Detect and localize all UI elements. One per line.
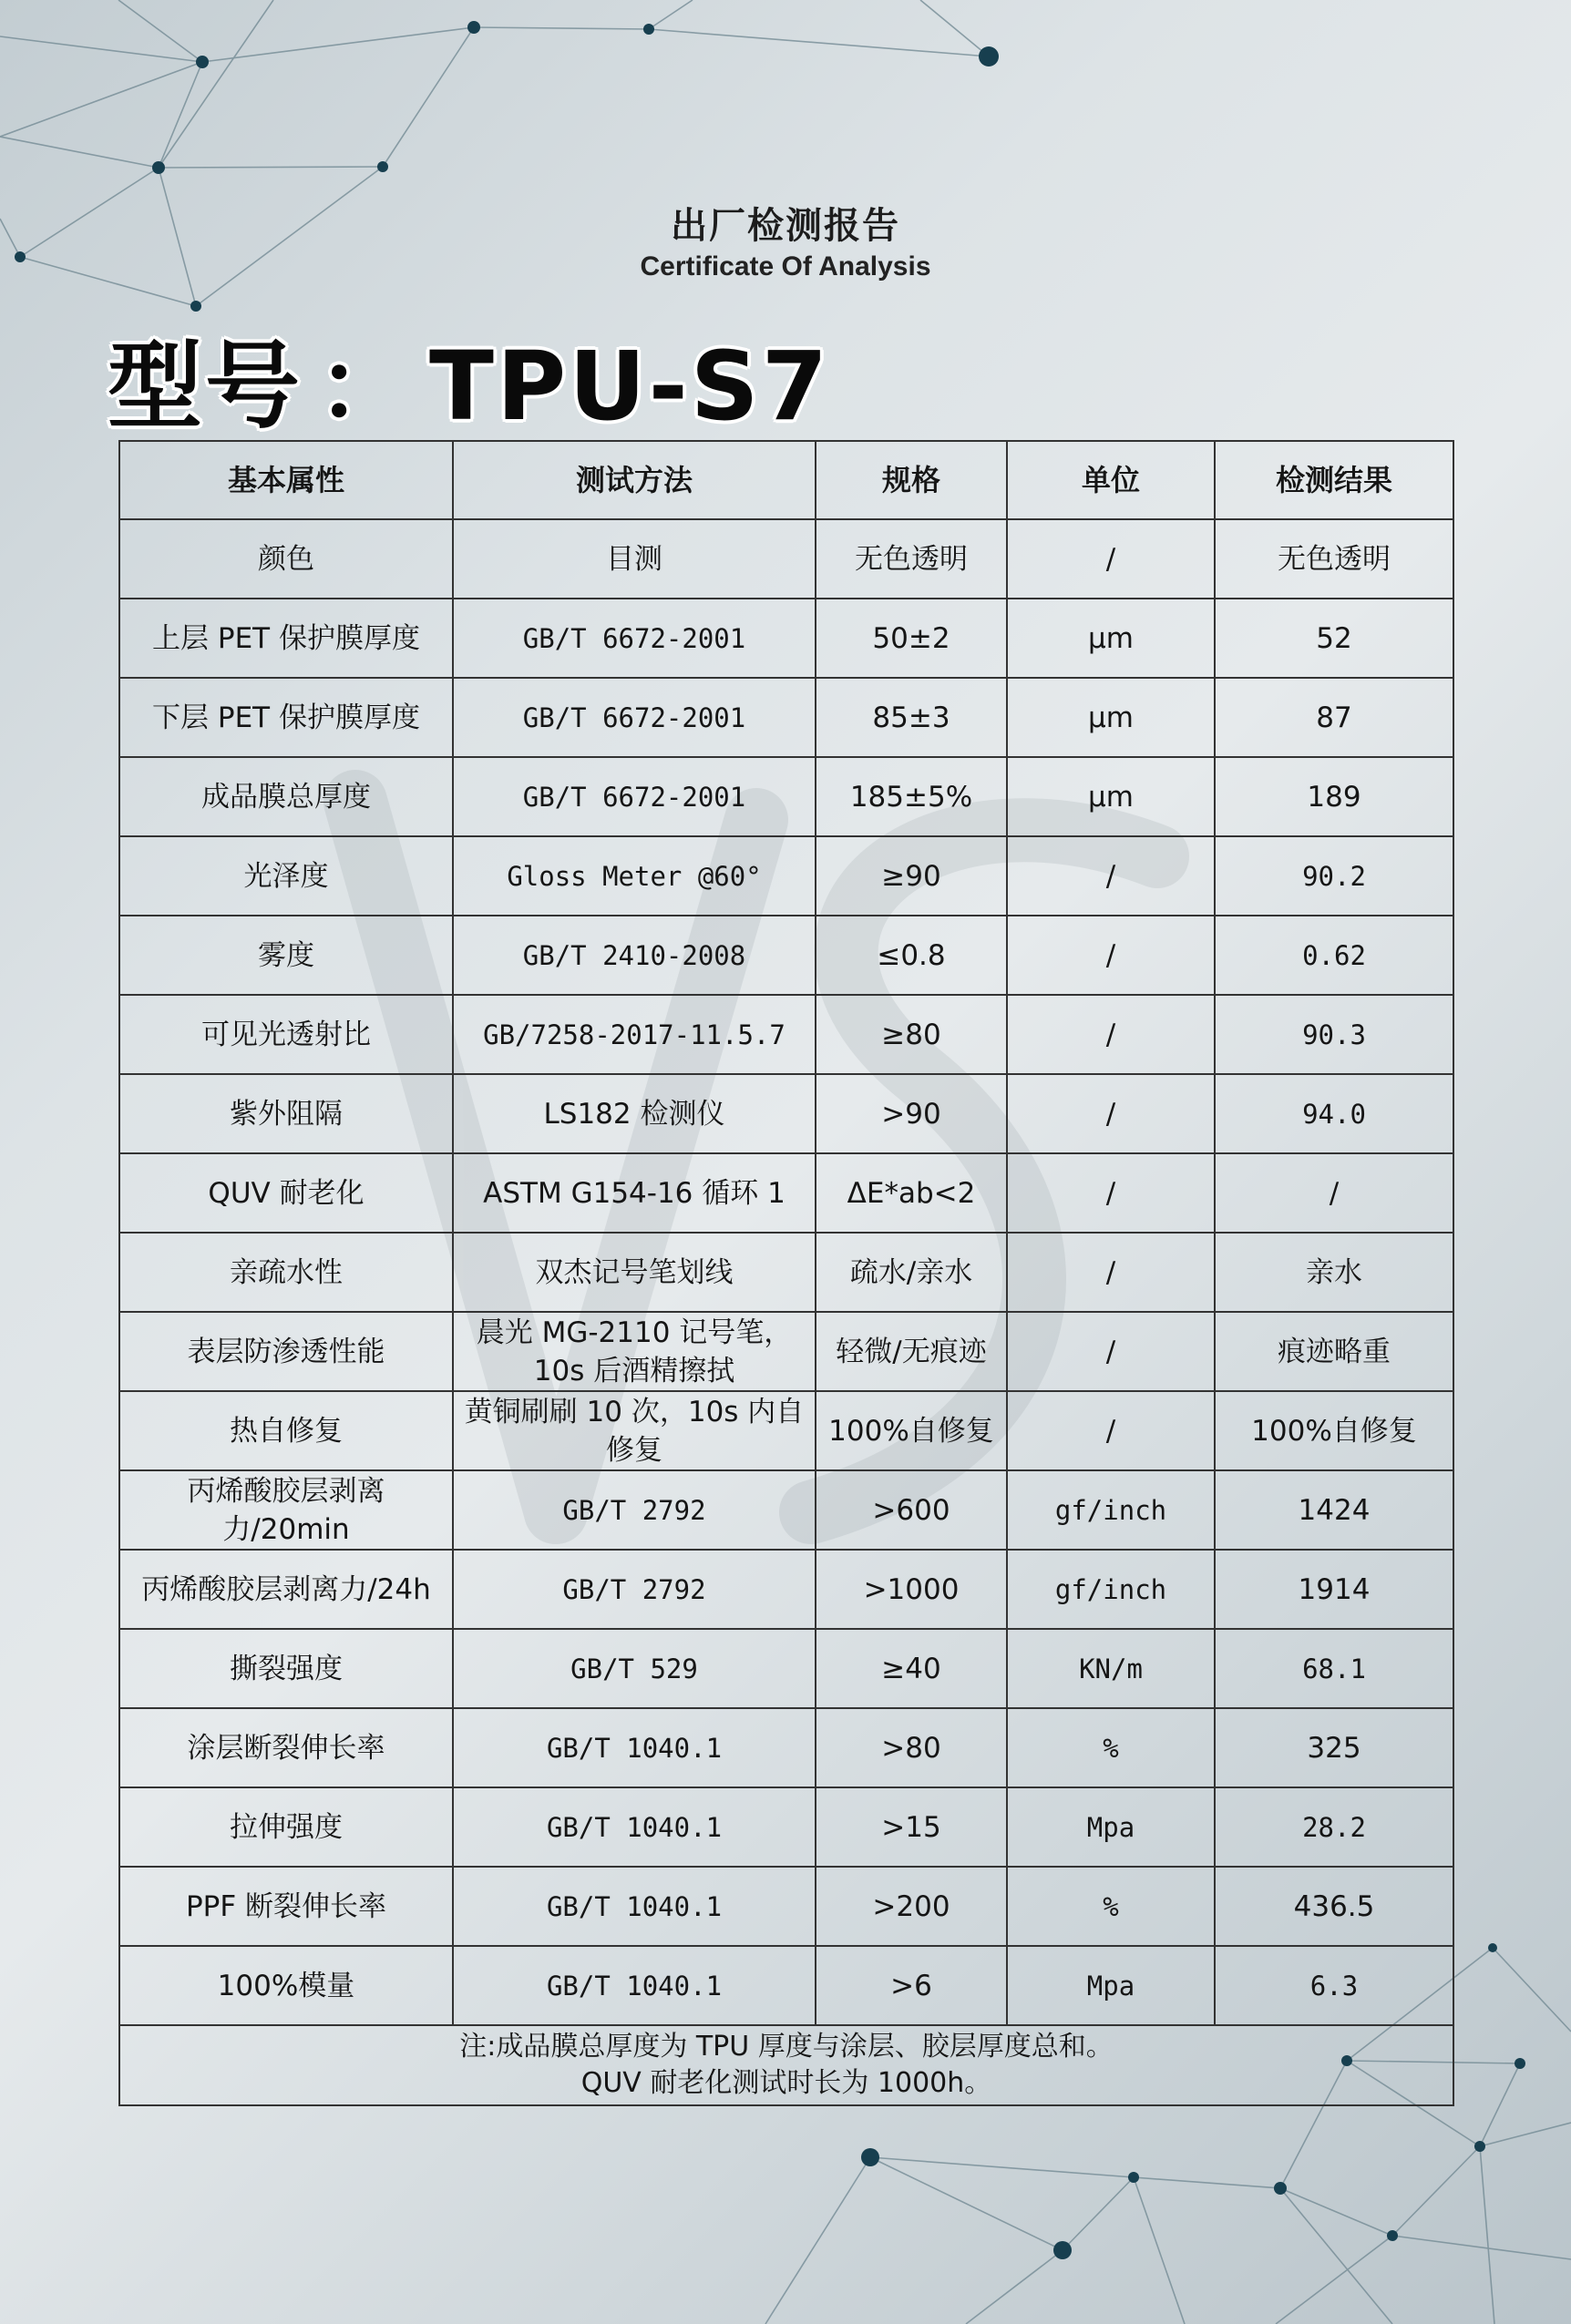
cell-method: GB/T 529: [453, 1629, 816, 1708]
cell-spec: 50±2: [816, 599, 1007, 678]
table-row: [119, 1312, 1453, 1391]
header-property: 基本属性: [119, 441, 453, 519]
cell-result: 52: [1215, 599, 1453, 678]
analysis-table: [118, 440, 1454, 2106]
cell-property: 丙烯酸胶层剥离力/24h: [119, 1550, 453, 1629]
cell-property: 可见光透射比: [119, 995, 453, 1074]
table-row: [119, 1946, 1453, 2025]
cell-method: 双杰记号笔划线: [453, 1233, 816, 1312]
table-row: [119, 678, 1453, 757]
note-line-2: QUV 耐老化测试时长为 1000h。: [580, 2067, 992, 2099]
cell-method: 黄铜刷刷 10 次，10s 内自修复: [453, 1391, 816, 1470]
cell-method: 晨光 MG-2110 记号笔，10s 后酒精擦拭: [453, 1312, 816, 1391]
table-row: [119, 1153, 1453, 1233]
cell-unit: gf/inch: [1007, 1470, 1215, 1550]
cell-result: 痕迹略重: [1215, 1312, 1453, 1391]
cell-property: 撕裂强度: [119, 1629, 453, 1708]
cell-spec: 轻微/无痕迹: [816, 1312, 1007, 1391]
cell-property: 表层防渗透性能: [119, 1312, 453, 1391]
table-row: [119, 1629, 1453, 1708]
cell-spec: 185±5%: [816, 757, 1007, 836]
cell-method: GB/T 1040.1: [453, 1708, 816, 1787]
cell-result: 436.5: [1215, 1867, 1453, 1946]
cell-method: 目测: [453, 519, 816, 599]
cell-property: 丙烯酸胶层剥离力/20min: [119, 1470, 453, 1550]
cell-spec: ΔE*ab<2: [816, 1153, 1007, 1233]
header-method: 测试方法: [453, 441, 816, 519]
cell-method: GB/T 2410-2008: [453, 916, 816, 995]
cell-unit: /: [1007, 1391, 1215, 1470]
cell-unit: %: [1007, 1708, 1215, 1787]
cell-result: 189: [1215, 757, 1453, 836]
note-line-1: 注:成品膜总厚度为 TPU 厚度与涂层、胶层厚度总和。: [459, 2031, 1114, 2063]
cell-result: 1914: [1215, 1550, 1453, 1629]
cell-unit: μm: [1007, 599, 1215, 678]
report-title: 出厂检测报告: [671, 205, 900, 247]
cell-property: 拉伸强度: [119, 1787, 453, 1867]
table-note: [119, 2025, 1453, 2105]
cell-property: 上层 PET 保护膜厚度: [119, 599, 453, 678]
cell-method: GB/T 6672-2001: [453, 678, 816, 757]
header-unit: 单位: [1007, 441, 1215, 519]
cell-unit: /: [1007, 1312, 1215, 1391]
cell-unit: μm: [1007, 757, 1215, 836]
cell-spec: >600: [816, 1470, 1007, 1550]
table-row: [119, 995, 1453, 1074]
cell-result: 亲水: [1215, 1233, 1453, 1312]
cell-method: GB/T 1040.1: [453, 1946, 816, 2025]
cell-property: 光泽度: [119, 836, 453, 916]
cell-method: GB/T 1040.1: [453, 1787, 816, 1867]
table-row: [119, 519, 1453, 599]
cell-spec: >1000: [816, 1550, 1007, 1629]
table-row: [119, 1074, 1453, 1153]
cell-method: GB/T 6672-2001: [453, 757, 816, 836]
cell-unit: /: [1007, 1074, 1215, 1153]
cell-spec: >200: [816, 1867, 1007, 1946]
table-row: [119, 1391, 1453, 1470]
table-note-row: [119, 2025, 1453, 2105]
cell-property: 下层 PET 保护膜厚度: [119, 678, 453, 757]
table-row: [119, 1787, 1453, 1867]
cell-spec: ≤0.8: [816, 916, 1007, 995]
cell-method: GB/T 2792: [453, 1470, 816, 1550]
cell-result: 无色透明: [1215, 519, 1453, 599]
cell-unit: KN/m: [1007, 1629, 1215, 1708]
cell-unit: Mpa: [1007, 1787, 1215, 1867]
cell-property: 热自修复: [119, 1391, 453, 1470]
cell-property: QUV 耐老化: [119, 1153, 453, 1233]
cell-result: 325: [1215, 1708, 1453, 1787]
cell-result: 90.3: [1215, 995, 1453, 1074]
cell-property: 亲疏水性: [119, 1233, 453, 1312]
model-separator: ：: [317, 331, 416, 442]
cell-method: ASTM G154-16 循环 1: [453, 1153, 816, 1233]
cell-property: PPF 断裂伸长率: [119, 1867, 453, 1946]
cell-unit: /: [1007, 995, 1215, 1074]
cell-spec: >15: [816, 1787, 1007, 1867]
cell-unit: Mpa: [1007, 1946, 1215, 2025]
cell-spec: 85±3: [816, 678, 1007, 757]
cell-result: 100%自修复: [1215, 1391, 1453, 1470]
cell-spec: ≥40: [816, 1629, 1007, 1708]
cell-result: 1424: [1215, 1470, 1453, 1550]
header-result: 检测结果: [1215, 441, 1453, 519]
model-label: 型号: [108, 331, 303, 442]
report-subtitle: Certificate Of Analysis: [640, 251, 931, 282]
cell-unit: /: [1007, 1153, 1215, 1233]
cell-method: GB/T 6672-2001: [453, 599, 816, 678]
cell-property: 颜色: [119, 519, 453, 599]
table-row: [119, 1233, 1453, 1312]
cell-property: 成品膜总厚度: [119, 757, 453, 836]
cell-method: LS182 检测仪: [453, 1074, 816, 1153]
cell-property: 紫外阻隔: [119, 1074, 453, 1153]
cell-spec: >6: [816, 1946, 1007, 2025]
cell-spec: ≥80: [816, 995, 1007, 1074]
cell-unit: /: [1007, 836, 1215, 916]
table-header-row: [119, 441, 1453, 519]
table-row: [119, 1470, 1453, 1550]
cell-result: 28.2: [1215, 1787, 1453, 1867]
cell-unit: /: [1007, 519, 1215, 599]
cell-spec: 100%自修复: [816, 1391, 1007, 1470]
model-heading: [108, 310, 830, 446]
cell-property: 100%模量: [119, 1946, 453, 2025]
header-spec: 规格: [816, 441, 1007, 519]
table-row: [119, 916, 1453, 995]
table-row: [119, 836, 1453, 916]
table-row: [119, 1708, 1453, 1787]
cell-spec: ≥90: [816, 836, 1007, 916]
cell-result: 0.62: [1215, 916, 1453, 995]
table-row: [119, 757, 1453, 836]
table-row: [119, 1550, 1453, 1629]
cell-result: 90.2: [1215, 836, 1453, 916]
cell-result: 68.1: [1215, 1629, 1453, 1708]
cell-unit: /: [1007, 916, 1215, 995]
cell-spec: 疏水/亲水: [816, 1233, 1007, 1312]
cell-result: 94.0: [1215, 1074, 1453, 1153]
table-row: [119, 1867, 1453, 1946]
table-row: [119, 599, 1453, 678]
cell-result: /: [1215, 1153, 1453, 1233]
cell-property: 雾度: [119, 916, 453, 995]
cell-unit: μm: [1007, 678, 1215, 757]
cell-spec: >90: [816, 1074, 1007, 1153]
cell-unit: /: [1007, 1233, 1215, 1312]
cell-unit: %: [1007, 1867, 1215, 1946]
cell-spec: >80: [816, 1708, 1007, 1787]
cell-result: 87: [1215, 678, 1453, 757]
cell-property: 涂层断裂伸长率: [119, 1708, 453, 1787]
cell-unit: gf/inch: [1007, 1550, 1215, 1629]
cell-method: GB/T 1040.1: [453, 1867, 816, 1946]
cell-result: 6.3: [1215, 1946, 1453, 2025]
cell-spec: 无色透明: [816, 519, 1007, 599]
cell-method: GB/T 2792: [453, 1550, 816, 1629]
cell-method: GB/7258-2017-11.5.7: [453, 995, 816, 1074]
cell-method: Gloss Meter @60°: [453, 836, 816, 916]
model-value: TPU-S7: [429, 331, 831, 442]
